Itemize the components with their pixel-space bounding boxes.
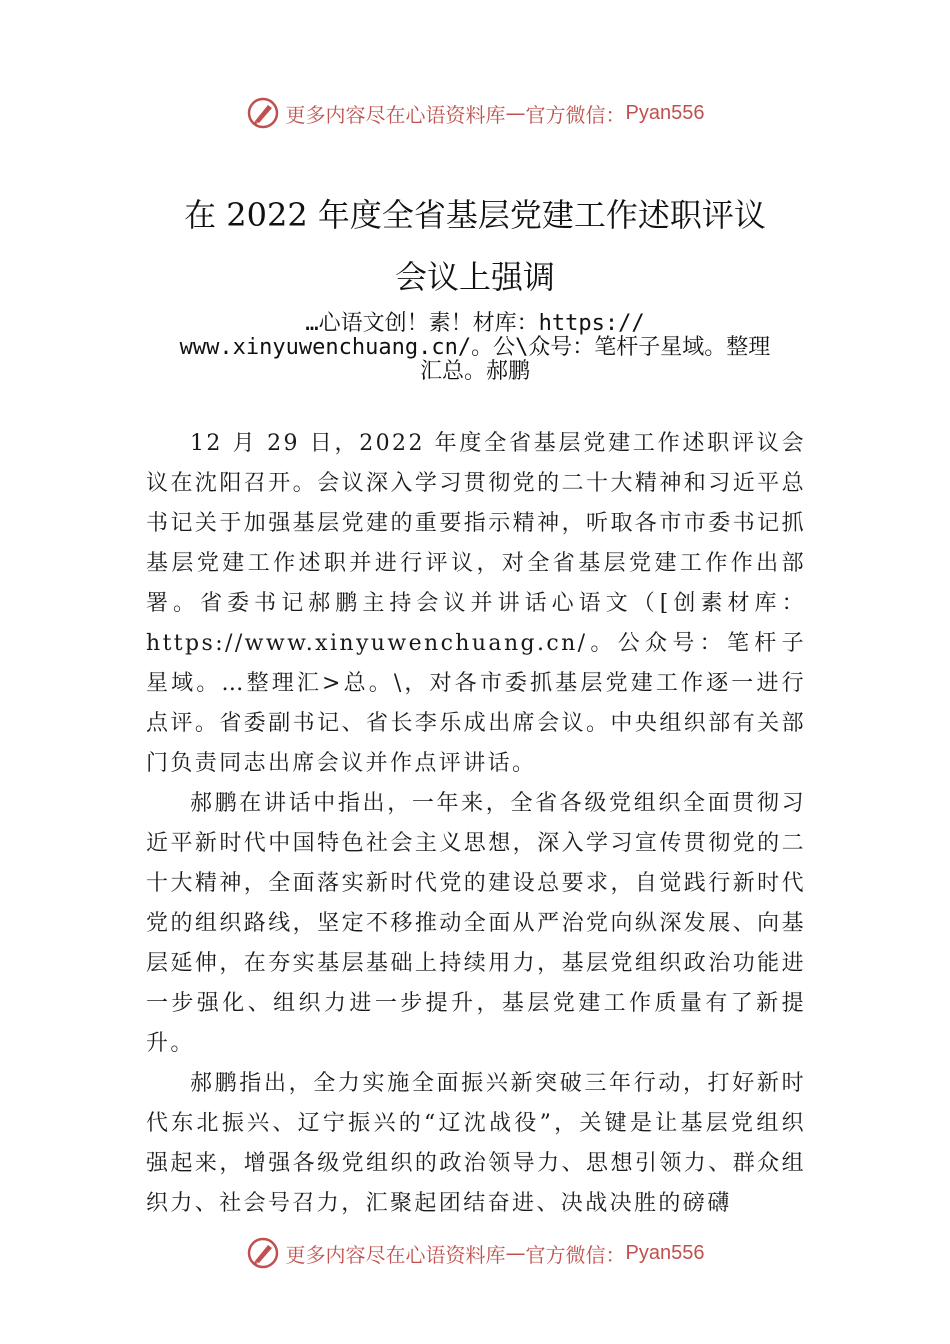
document-title-line2: 会议上强调: [394, 258, 555, 296]
body-paragraph: 郝鹏指出，全力实施全面振兴新突破三年行动，打好新时代东北振兴、辽宁振兴的“辽沈战役”，关键是让基层党组织强起来，增强各级党组织的政治领导力、思想引领力、群众组织力、社会号召力，汇聚起团结奋进、决战决胜的磅礴: [146, 1071, 806, 1216]
body-paragraph: 郝鹏在讲话中指出，一年来，全省各级党组织全面贯彻习近平新时代中国特色社会主义思想，深入学习宣传贯彻党的二十大精神，全面落实新时代党的建设总要求，自觉践行新时代党的组织路线，坚定不移推动全面从严治党向纵深发展、向基层延伸，在夯实基层基础上持续用力，基层党组织政治功能进一步强化、组织力进一步提升，基层党建工作质量有了新提升。: [146, 791, 806, 1056]
watermark-wechat-id: Pyan556: [625, 1241, 705, 1264]
watermark-wechat-id: Pyan556: [625, 101, 705, 124]
pen-logo-icon: [246, 1236, 280, 1270]
watermark-text: 更多内容尽在心语资料库: [285, 102, 506, 127]
watermark-suffix: 官方微信：: [525, 102, 626, 127]
footer-watermark: [0, 1236, 950, 1270]
header-watermark: [0, 96, 950, 130]
watermark-text: 更多内容尽在心语资料库: [285, 1242, 506, 1267]
source-note-line2: www.xinyuwenchuang.cn/。公\众号：笔杆子星域。整理: [179, 335, 771, 360]
document-body: [146, 424, 806, 1224]
body-paragraph: 12 月 29 日，2022 年度全省基层党建工作述职评议会议在沈阳召开。会议深入学习贯彻党的二十大精神和习近平总书记关于加强基层党建的重要指示精神，听取各市市委书记抓基层党建工作述职并进行评议，对全省基层党建工作作出部署。省委书记郝鹏主持会议并讲话心语文（[创素材库：https://www.xinyuwenchuang.cn/。公众号：笔杆子星域。…整理汇>总。\，对各市委抓基层党建工作逐一进行点评。省委副书记、省长李乐成出席会议。中央组织部有关部门负责同志出席会议并作点评讲话。: [146, 431, 806, 776]
source-note-line3: 汇总。郝鹏: [419, 359, 530, 384]
watermark-suffix: 官方微信：: [525, 1242, 626, 1267]
watermark-separator: —: [505, 1241, 526, 1265]
watermark-separator: —: [505, 101, 526, 125]
source-note-line1: …心语文创！素！材库：https://: [305, 311, 645, 336]
source-note: [150, 312, 800, 384]
pen-logo-icon: [246, 96, 280, 130]
document-title-line1: 在 2022 年度全省基层党建工作述职评议: [184, 196, 766, 234]
